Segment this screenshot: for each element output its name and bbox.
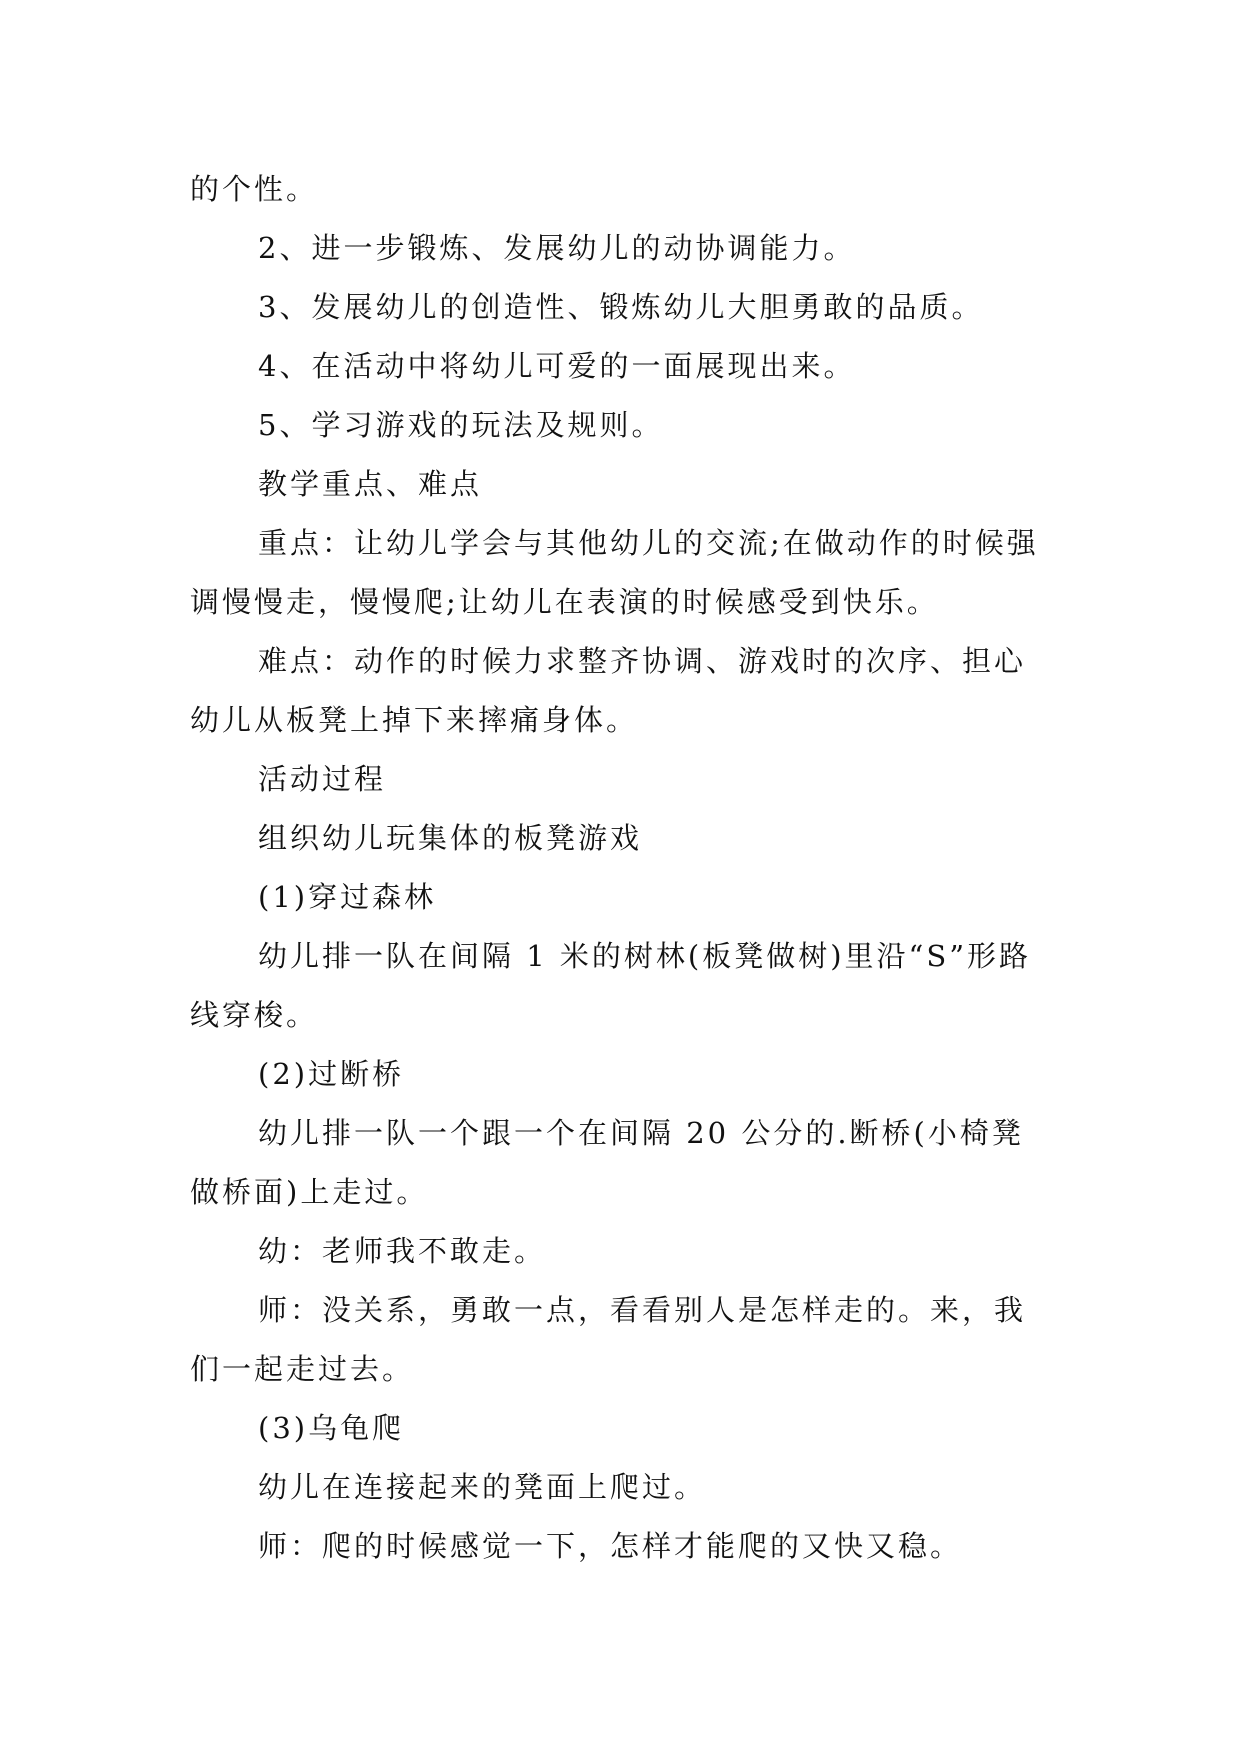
paragraph-goal-3: 3、发展幼儿的创造性、锻炼幼儿大胆勇敢的品质。 [258, 290, 984, 324]
section-heading-key-points: 教学重点、难点 [258, 467, 483, 501]
paragraph-turtle: 幼儿在连接起来的凳面上爬过。 [258, 1470, 707, 1504]
paragraph-goal-5: 5、学习游戏的玩法及规则。 [258, 408, 664, 442]
paragraph-difficulty: 难点：动作的时候力求整齐协调、游戏时的次序、担心幼儿从板凳上掉下来摔痛身体。 [190, 644, 1027, 737]
paragraph-key-point: 重点：让幼儿学会与其他幼儿的交流;在做动作的时候强调慢慢走，慢慢爬;让幼儿在表演的时候感受到快乐。 [190, 526, 1039, 619]
subheading-bridge: (2)过断桥 [258, 1057, 405, 1091]
paragraph-goal-2: 2、进一步锻炼、发展幼儿的动协调能力。 [258, 231, 856, 265]
paragraph-goal-4: 4、在活动中将幼儿可爱的一面展现出来。 [258, 349, 856, 383]
dialogue-child: 幼：老师我不敢走。 [258, 1234, 547, 1268]
paragraph-continuation: 的个性。 [190, 172, 319, 206]
document-body [190, 160, 1052, 1576]
dialogue-teacher-2: 师：爬的时候感觉一下，怎样才能爬的又快又稳。 [258, 1529, 963, 1563]
subheading-forest: (1)穿过森林 [258, 880, 437, 914]
subheading-turtle: (3)乌龟爬 [258, 1411, 405, 1445]
paragraph-forest: 幼儿排一队在间隔 1 米的树林(板凳做树)里沿“S”形路线穿梭。 [190, 939, 1032, 1032]
paragraph-bridge: 幼儿排一队一个跟一个在间隔 20 公分的.断桥(小椅凳做桥面)上走过。 [190, 1116, 1024, 1209]
paragraph-organize: 组织幼儿玩集体的板凳游戏 [258, 821, 643, 855]
section-heading-process: 活动过程 [258, 762, 387, 796]
dialogue-teacher-1: 师：没关系，勇敢一点，看看别人是怎样走的。来，我们一起走过去。 [190, 1293, 1027, 1386]
